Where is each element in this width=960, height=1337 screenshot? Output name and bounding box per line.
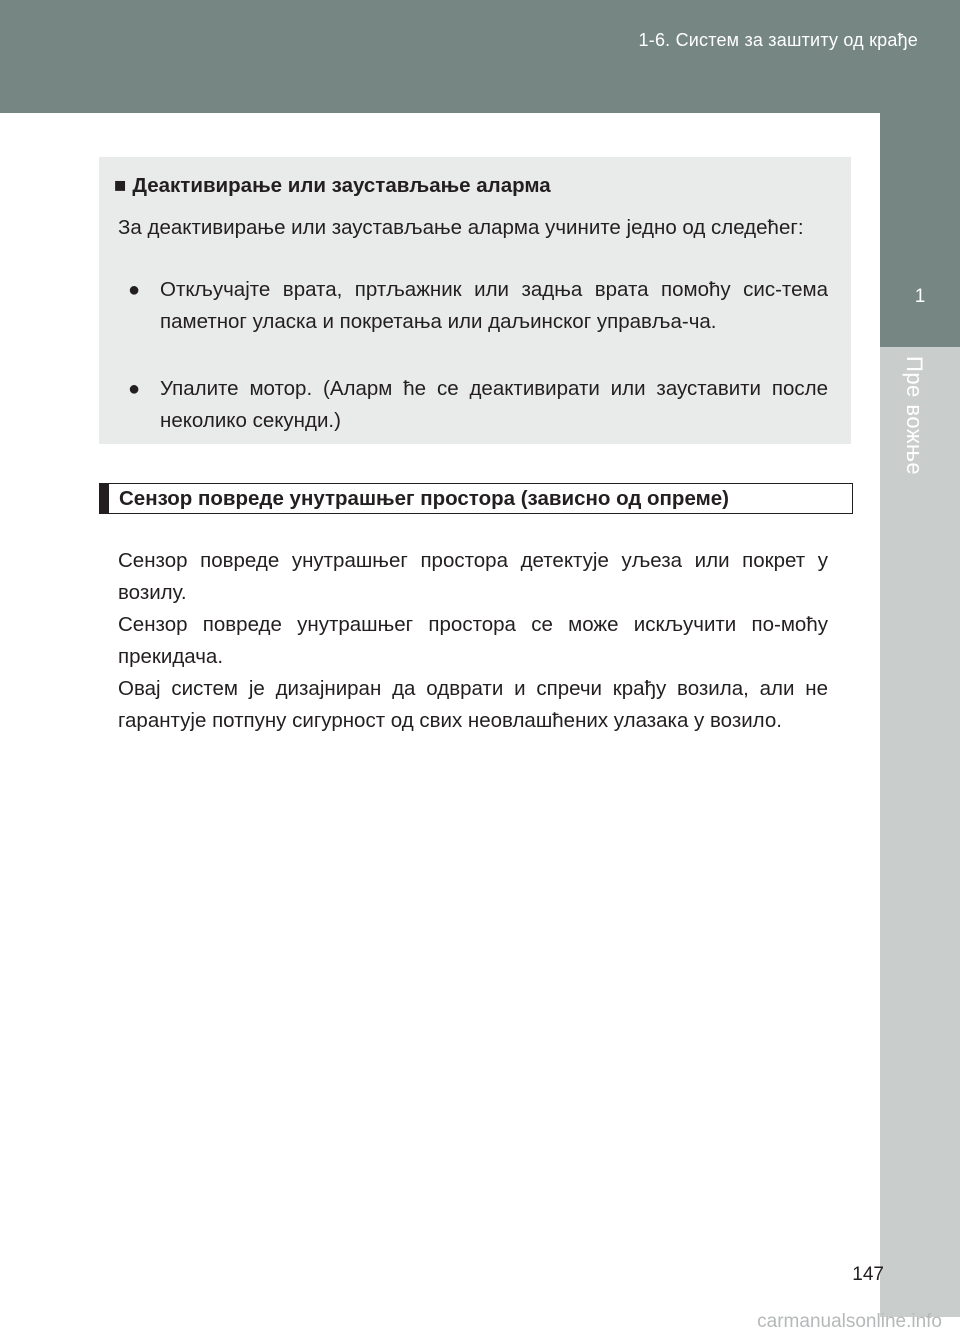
body-paragraph: Овај систем је дизајниран да одврати и спречи крађу возила, али не гарантује потпуну сигурност од свих неовлашћених улазака у возило. bbox=[118, 677, 828, 732]
info-box-bullet-item bbox=[128, 373, 828, 437]
chapter-tab-label: Пре вожње bbox=[902, 356, 927, 476]
header-band bbox=[0, 0, 960, 113]
page-number: 147 bbox=[852, 1264, 884, 1285]
body-paragraph: Сензор повреде унутрашњег простора детектује уљеза или покрет у возилу. bbox=[118, 549, 828, 604]
square-bullet-icon: ■ bbox=[114, 174, 127, 197]
bullet-text: Откључајте врата, пртљажник или задња врата помоћу сис-тема паметног уласка и покретања или даљинског управља-ча. bbox=[160, 278, 828, 333]
info-box-intro: За деактивирање или заустављање аларма учините једно од следећег: bbox=[118, 216, 804, 239]
watermark: carmanualsonline.info bbox=[757, 1311, 942, 1332]
bullet-text: Упалите мотор. (Аларм ће се деактивирати или зауставити после неколико секунди.) bbox=[160, 377, 828, 432]
round-bullet-icon: ● bbox=[128, 279, 141, 301]
round-bullet-icon: ● bbox=[128, 378, 141, 400]
info-box-bullet-item bbox=[128, 274, 828, 338]
body-paragraph: Сензор повреде унутрашњег простора се може искључити по-моћу прекидача. bbox=[118, 613, 828, 668]
info-box-heading-text: Деактивирање или заустављање аларма bbox=[132, 174, 551, 197]
section-body bbox=[118, 545, 828, 737]
chapter-tab-number: 1 bbox=[914, 286, 926, 307]
section-heading: Сензор повреде унутрашњег простора (зависно од опреме) bbox=[119, 487, 729, 510]
info-box-heading bbox=[114, 174, 551, 198]
running-header-title: 1-6. Систем за заштиту од крађе bbox=[638, 30, 918, 50]
chapter-tab-lower bbox=[880, 347, 960, 1317]
chapter-tab-upper bbox=[880, 113, 960, 347]
